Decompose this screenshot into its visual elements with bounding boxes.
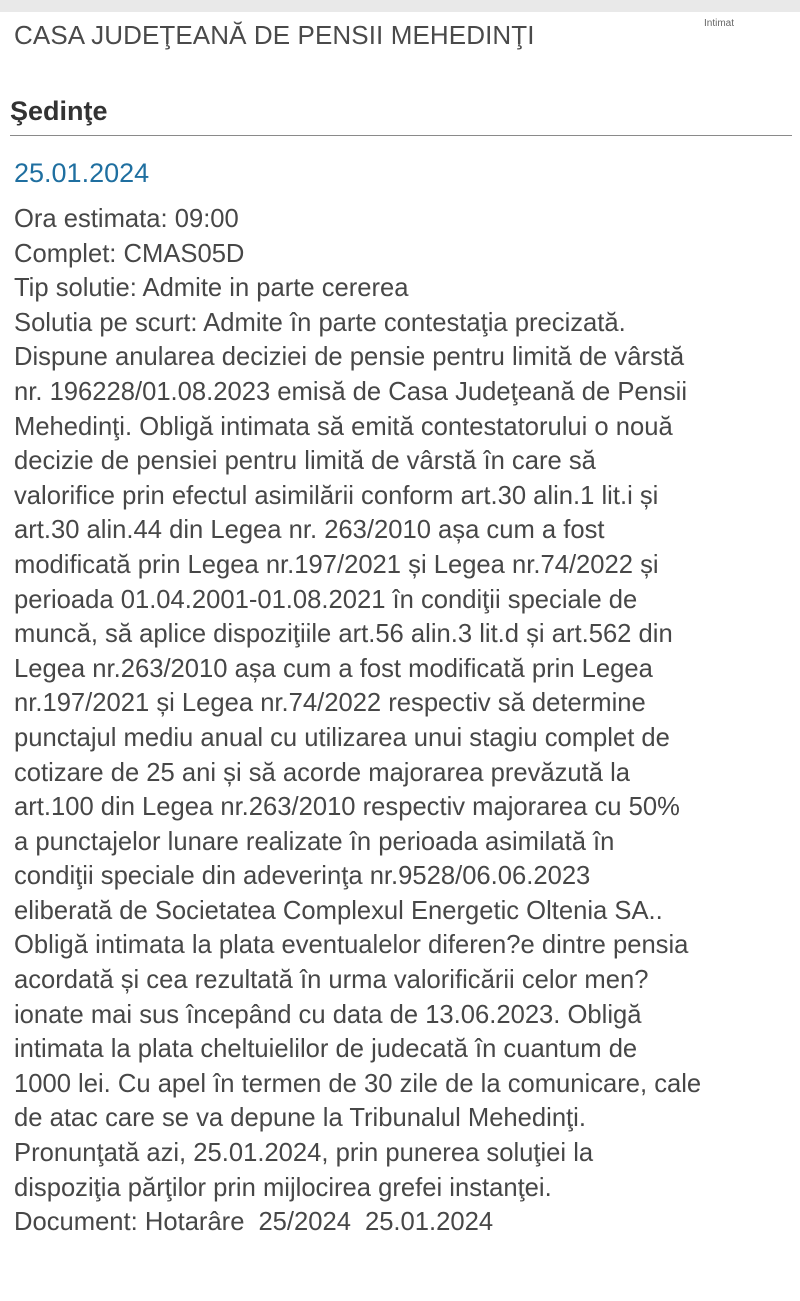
party-name: CASA JUDEŢEANĂ DE PENSII MEHEDINŢI <box>14 20 535 50</box>
summary-line: nr. 196228/01.08.2023 emisă de Casa Judeţeană de Pensii <box>14 377 688 406</box>
solution-summary <box>14 306 792 1205</box>
solution-type: Tip solutie: Admite in parte cererea <box>14 274 409 303</box>
summary-line: muncă, să aplice dispoziţiile art.56 alin.3 lit.d și art.562 din <box>14 620 673 649</box>
summary-line: Legea nr.263/2010 așa cum a fost modificată prin Legea <box>14 654 653 683</box>
summary-line: art.100 din Legea nr.263/2010 respectiv majorarea cu 50% <box>14 793 680 822</box>
estimated-time: Ora estimata: 09:00 <box>14 205 239 233</box>
document-label: Document: Hotarâre <box>14 1208 245 1237</box>
summary-line: Solutia pe scurt: Admite în parte contestaţia precizată. <box>14 308 626 337</box>
summary-line: ionate mai sus începând cu data de 13.06.2023. Obligă <box>14 1000 642 1029</box>
summary-line: nr.197/2021 și Legea nr.74/2022 respectiv să determine <box>14 689 646 718</box>
summary-line: Dispune anularea deciziei de pensie pentru limită de vârstă <box>14 343 685 372</box>
summary-line: eliberată de Societatea Complexul Energetic Oltenia SA.. <box>14 896 663 925</box>
summary-line: condiţii speciale din adeverinţa nr.9528/06.06.2023 <box>14 862 591 891</box>
section-divider <box>10 135 792 136</box>
panel: Complet: CMAS05D <box>14 239 245 268</box>
summary-line: decizie de pensiei pentru limită de vârstă în care să <box>14 447 596 476</box>
summary-line: acordată și cea rezultată în urma valorificării celor men? <box>14 966 649 995</box>
summary-line: cotizare de 25 ani și să acorde majorarea prevăzută la <box>14 758 631 787</box>
section-title: Şedinţe <box>10 96 108 126</box>
summary-line: Mehedinţi. Obligă intimata să emită contestatorului o nouă <box>14 412 673 441</box>
summary-line: modificată prin Legea nr.197/2021 și Legea nr.74/2022 și <box>14 550 659 579</box>
summary-line: punctajul mediu anual cu utilizarea unui stagiu complet de <box>14 723 670 752</box>
session-details <box>14 202 792 1240</box>
summary-line: Obligă intimata la plata eventualelor diferen?e dintre pensia <box>14 931 689 960</box>
summary-line: 1000 lei. Cu apel în termen de 30 zile de la comunicare, cale <box>14 1069 702 1098</box>
party-role: Intimat <box>704 18 735 29</box>
summary-line: Pronunţată azi, 25.01.2024, prin punerea soluţiei la <box>14 1139 594 1168</box>
document-number: 25/2024 <box>258 1208 351 1237</box>
summary-line: a punctajelor lunare realizate în perioada asimilată în <box>14 827 615 856</box>
summary-line: valorifice prin efectul asimilării conform art.30 alin.1 lit.i și <box>14 481 659 510</box>
summary-line: perioada 01.04.2001-01.08.2021 în condiţii speciale de <box>14 585 638 614</box>
summary-line: dispoziţia părţilor prin mijlocirea grefei instanţei. <box>14 1173 552 1202</box>
summary-line: intimata la plata cheltuielilor de judecată în cuantum de <box>14 1035 638 1064</box>
summary-line: art.30 alin.44 din Legea nr. 263/2010 așa cum a fost <box>14 516 605 545</box>
top-strip <box>0 0 800 12</box>
document-date: 25.01.2024 <box>364 1208 494 1237</box>
session-date[interactable]: 25.01.2024 <box>14 158 150 188</box>
summary-line: de atac care se va depune la Tribunalul Mehedinţi. <box>14 1104 586 1133</box>
document-line <box>14 1205 792 1240</box>
